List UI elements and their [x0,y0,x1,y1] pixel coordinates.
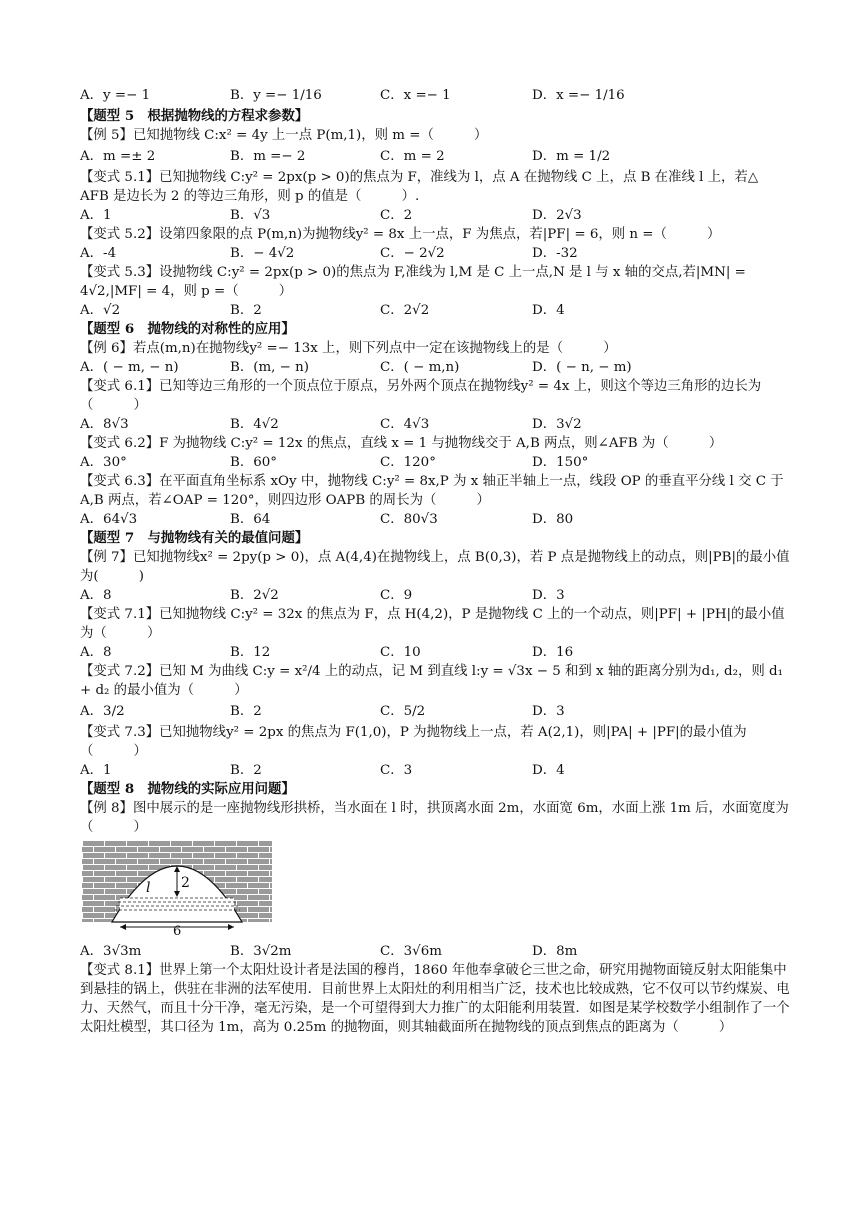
option-d: D．( − n, − m) [532,360,632,375]
option-c: C．3 [380,763,413,778]
option-c: C．80√3 [380,512,438,527]
question-example-7: 【例 7】已知抛物线x² = 2py(p > 0)，点 A(4,4)在抛物线上，点 B(0,3)，若 P 点是抛物线上的动点，则|PB|的最小值为( ) [80,550,790,584]
arch-bridge-figure [82,840,272,936]
question-variant-6-1: 【变式 6.1】已知等边三角形的一个顶点位于原点，另外两个顶点在抛物线y² = 4x 上，则这个等边三角形的边长为（ ） [80,379,762,413]
option-c: C．( − m,n) [380,360,460,375]
option-a: A．√2 [80,303,121,318]
option-a: A．-4 [80,246,117,261]
option-b: B．60° [230,455,277,470]
options-row [80,358,790,377]
question-variant-5-1: 【变式 5.1】已知抛物线 C:y² = 2px(p > 0)的焦点为 F，准线为 l，点 A 在抛物线 C 上，点 B 在准线 l 上，若△ AFB 是边长为 2 的等边三角形，则 p 的值是（ ）. [80,170,759,204]
question-variant-7-2: 【变式 7.2】已知 M 为曲线 C:y = x²/4 上的动点，记 M 到直线 l:y = √3x − 5 和到 x 轴的距离分别为d₁, d₂，则 d₁ + d₂ 的最小值为（ ） [80,664,783,698]
option-c: C．− 2√2 [380,246,445,261]
question-variant-7-1: 【变式 7.1】已知抛物线 C:y² = 32x 的焦点为 F，点 H(4,2)，P 是抛物线 C 上的一个动点，则|PF| + |PH|的最小值为（ ） [80,607,785,641]
option-c: C．m = 2 [380,149,445,164]
option-d: D．80 [532,512,574,527]
option-d: D．4 [532,303,565,318]
question-variant-5-2: 【变式 5.2】设第四象限的点 P(m,n)为抛物线y² = 8x 上一点，F 为焦点，若|PF| = 6，则 n =（ ） [80,227,721,242]
option-b: B．4√2 [230,417,279,432]
section-heading-8: 【题型 8 抛物线的实际应用问题】 [80,781,295,797]
option-c: C．2 [380,208,413,223]
question-variant-6-3: 【变式 6.3】在平面直角坐标系 xOy 中，抛物线 C:y² = 8x,P 为 x 轴正半轴上一点，线段 OP 的垂直平分线 l 交 C 于 A,B 两点，若∠OAP = 120°，则四边形 OAPB 的周长为（ ） [80,474,784,508]
option-c: C．120° [380,455,436,470]
option-b: B．64 [230,512,271,527]
section-heading-5: 【题型 5 根据抛物线的方程求参数】 [80,108,309,124]
options-row [80,761,790,780]
option-a: A．( − m, − n) [80,360,179,375]
option-c: C．2√2 [380,303,430,318]
option-b: B．√3 [230,208,271,223]
option-d: D．x =− 1/16 [532,88,625,103]
options-row [80,700,790,723]
question-example-6: 【例 6】若点(m,n)在抛物线y² =− 13x 上，则下列点中一定在该抛物线上的是（ ） [80,341,617,356]
height-label: 2 [181,875,190,891]
options-row [80,942,790,961]
question-variant-7-3: 【变式 7.3】已知抛物线y² = 2px 的焦点为 F(1,0)，P 为抛物线上一点，若 A(2,1)，则|PA| + |PF|的最小值为（ ） [80,725,747,759]
option-b: B．m =− 2 [230,149,306,164]
question-example-8: 【例 8】图中展示的是一座抛物线形拱桥，当水面在 l 时，拱顶离水面 2m，水面宽 6m，水面上涨 1m 后，水面宽度为（ ） [80,801,789,835]
water-level-label: l [146,880,151,896]
option-c: C．3√6m [380,944,442,959]
option-a: A．8√3 [80,417,129,432]
question-example-5: 【例 5】已知抛物线 C:x² = 4y 上一点 P(m,1)，则 m =（ ） [80,128,488,143]
question-variant-6-2: 【变式 6.2】F 为抛物线 C:y² = 12x 的焦点，直线 x = 1 与抛物线交于 A,B 两点，则∠AFB 为（ ） [80,436,723,451]
options-row [80,510,790,529]
option-a: A．3√3m [80,944,142,959]
option-d: D．4 [532,763,565,778]
option-b: B．(m, − n) [230,360,309,375]
options-row [80,453,790,472]
question-variant-8-1: 【变式 8.1】世界上第一个太阳灶设计者是法国的穆肖，1860 年他奉拿破仑三世之命，研究用抛物面镜反射太阳能集中到悬挂的锅上，供驻在非洲的法军使用．目前世界上太阳灶的利用相当广泛，技术也比较成熟，它不仅可以节约煤炭、电力、天然气，而且十分干净，毫无污染，是一个可望得到大力推广的太阳能利用装置．如图是某学校数学小组制作了一个太阳灶模型，其口径为 1m，高为 0.25m 的抛物面，则其轴截面所在抛物线的顶点到焦点的距离为（ ） [80,963,790,1035]
option-d: D．2√3 [532,208,582,223]
section-heading-7: 【题型 7 与抛物线有关的最值问题】 [80,530,309,546]
option-d: D．16 [532,645,574,660]
options-row [80,643,790,662]
document-page [80,84,790,1037]
width-label: 6 [173,924,182,936]
option-b: B．3√2m [230,944,292,959]
option-a: A．1 [80,763,112,778]
option-d: D．150° [532,455,589,470]
options-row [80,244,790,263]
option-c: C．9 [380,588,413,603]
option-b: B．12 [230,645,271,660]
option-d: D．8m [532,944,578,959]
option-b: B．− 4√2 [230,246,295,261]
option-c: C．10 [380,645,421,660]
option-b: B．2 [230,704,262,719]
option-b: B．y =− 1/16 [230,88,322,103]
option-b: B．2 [230,763,262,778]
option-d: D．3 [532,704,565,719]
option-c: C．x =− 1 [380,88,451,103]
options-row [80,84,790,107]
option-a: A．8 [80,588,112,603]
options-row [80,415,790,434]
option-d: D．-32 [532,246,578,261]
option-a: A．64√3 [80,512,138,527]
options-row [80,206,790,225]
option-d: D．m = 1/2 [532,149,611,164]
option-a: A．3/2 [80,704,125,719]
option-a: A．1 [80,208,112,223]
option-d: D．3 [532,588,565,603]
option-a: A．y =− 1 [80,88,151,103]
question-variant-5-3: 【变式 5.3】设抛物线 C:y² = 2px(p > 0)的焦点为 F,准线为 l,M 是 C 上一点,N 是 l 与 x 轴的交点,若|MN| = 4√2,|MF| = 4，则 p =（ ） [80,265,746,299]
option-c: C．4√3 [380,417,430,432]
options-row [80,301,790,320]
option-a: A．30° [80,455,127,470]
option-b: B．2 [230,303,262,318]
options-row [80,586,790,605]
option-a: A．8 [80,645,112,660]
option-d: D．3√2 [532,417,582,432]
section-heading-6: 【题型 6 抛物线的对称性的应用】 [80,321,295,337]
option-c: C．5/2 [380,704,426,719]
option-b: B．2√2 [230,588,279,603]
options-row [80,145,790,168]
option-a: A．m =± 2 [80,149,156,164]
